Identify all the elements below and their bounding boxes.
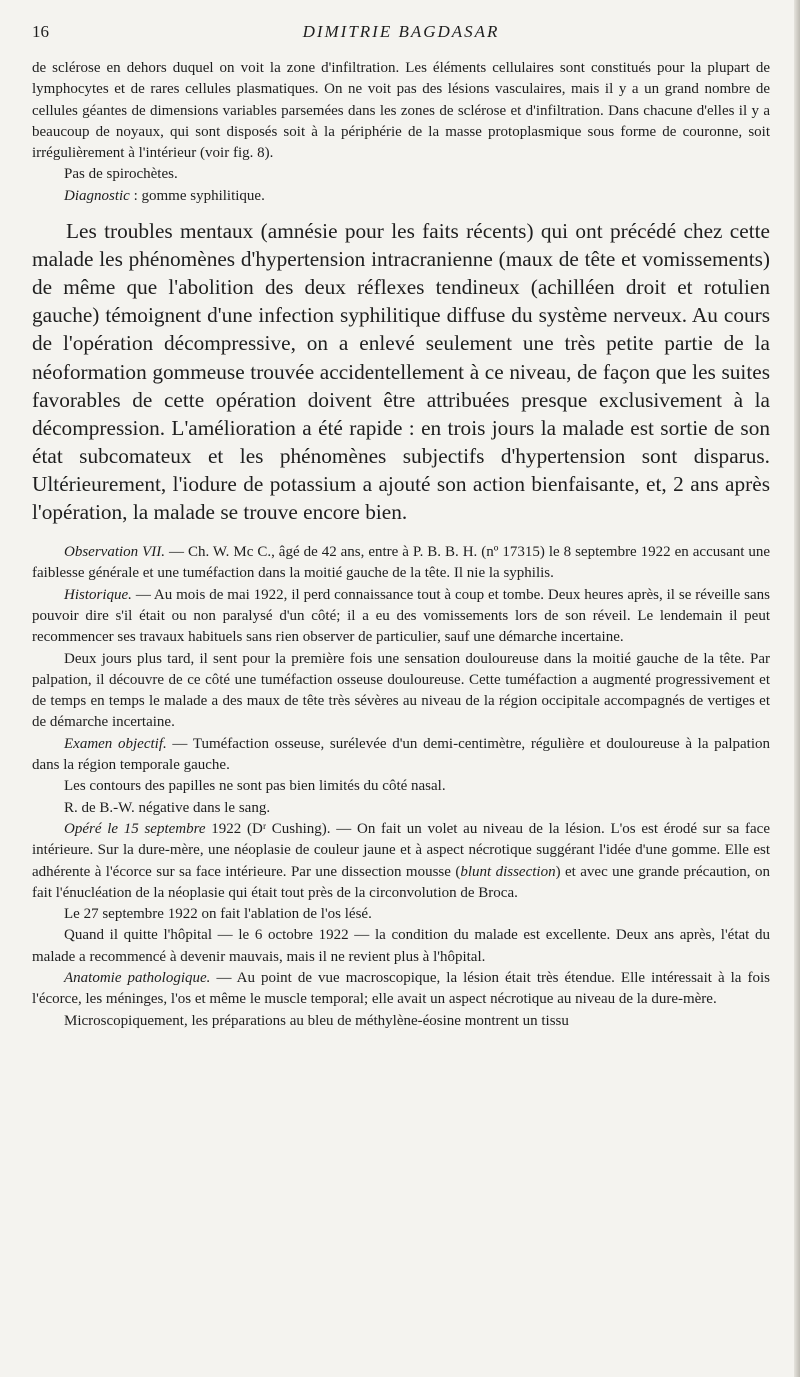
- exam-paragraph: [32, 734, 770, 777]
- book-spine-edge: [794, 0, 800, 1377]
- pathology-label: Anatomie pathologique.: [64, 970, 211, 987]
- running-header: [32, 22, 770, 58]
- blunt-dissection-term: blunt dissection: [460, 863, 556, 880]
- exam-label: Examen objectif.: [64, 735, 167, 752]
- observation-intro-text: — Ch. W. Mc C., âgé de 42 ans, entre à P. B. B. H. (nº 17315) le 8 septembre 1922 en accusant une faiblesse générale et une tuméfaction dans la moitié gauche de la tête. Il nie la syphilis.: [32, 544, 771, 582]
- two-days-paragraph: Deux jours plus tard, il sent pour la première fois une sensation douloureuse dans la moitié gauche de la tête. Par palpation, il découvre de ce côté une tuméfaction osseuse douloureuse. Cette tuméfaction a augmenté progressivement et de temps en temps le malade a des maux de tête très sévères au niveau de la région occipitale accompagnés de vertiges et de démarche incertaine.: [32, 650, 770, 731]
- bw-paragraph: R. de B.-W. négative dans le sang.: [64, 799, 271, 816]
- intro-paragraph: de sclérose en dehors duquel on voit la zone d'infiltration. Les éléments cellulaires sont constitués pour la plupart de lymphocytes et de rares cellules plasmatiques. On ne voit pas des lésions vasculaires, mais il y a un grand nombre de cellules géantes de dimensions variables parsemées dans les zones de sclérose et d'infiltration. Dans chacune d'elles il y a beaucoup de noyaux, qui sont disposés soit à la périphérie de la masse protoplasmique sous forme de couronne, soit irrégulièrement à l'intérieur (voir fig. 8).: [32, 60, 770, 162]
- operation-text-2: ) et avec une grande précaution, on fait l'énucléation de la néoplasie qui était tout près de la circonvolution de Broca.: [32, 863, 770, 901]
- diagnosis-label: Diagnostic: [64, 187, 130, 204]
- intro-section: [32, 58, 770, 207]
- observation-intro: [32, 542, 770, 585]
- ablation-paragraph: Le 27 septembre 1922 on fait l'ablation de l'os lésé.: [64, 906, 372, 923]
- spirochete-note: Pas de spirochètes.: [64, 166, 178, 183]
- operation-label: Opéré le 15 septembre: [64, 820, 206, 837]
- diagnosis-line: [32, 186, 770, 207]
- diagnosis-text: : gomme syphilitique.: [129, 187, 265, 204]
- pathology-text: — Au point de vue macroscopique, la lésion était très étendue. Elle intéressait à la fois l'écorce, les méninges, l'os et même le muscle temporal; elle avait un aspect nécrotique au niveau de la dure-mère.: [32, 970, 770, 1008]
- papillae-paragraph: Les contours des papilles ne sont pas bien limités du côté nasal.: [64, 778, 446, 795]
- discharge-paragraph: Quand il quitte l'hôpital — le 6 octobre 1922 — la condition du malade est excellente. Deux ans après, l'état du malade a recommencé à devenir mauvais, mais il ne revient plus à l'hôpital.: [32, 927, 770, 965]
- pathology-paragraph: [32, 968, 770, 1011]
- observation-title: Observation VII.: [64, 544, 166, 561]
- exam-text: — Tuméfaction osseuse, surélevée d'un demi-centimètre, régulière et douloureuse à la palpation dans la région temporale gauche.: [32, 735, 770, 774]
- observation-section: [32, 542, 770, 1032]
- history-paragraph: [32, 585, 770, 649]
- operation-text: 1922 (Dʳ Cushing). — On fait un volet au niveau de la lésion. L'os est érodé sur sa face intérieure. Sur la dure-mère, une néoplasie de couleur jaune et à aspect nécrotique suggérant l'idée d'une gomme. Elle est adhérente à l'écorce sur sa face intérieure. Par une dissection mousse (: [32, 820, 770, 880]
- operation-paragraph: [32, 819, 770, 904]
- history-text: — Au mois de mai 1922, il perd connaissance tout à coup et tombe. Deux heures après, il se réveille sans pouvoir dire s'il était ou non paralysé d'un côté; il a eu des vomissements lors de son réveil. Le lendemain il peut recommencer ses travaux habituels sans rien observer de particulier, sauf une démarche incertaine.: [32, 586, 770, 646]
- discussion-paragraph: Les troubles mentaux (amnésie pour les faits récents) qui ont précédé chez cette malade les phénomènes d'hypertension intracranienne (maux de tête et vomissements) de même que l'abolition des deux réflexes tendineux (achilléen droit et rotulien gauche) témoignent d'une infection syphilitique diffuse du système nerveux. Au cours de l'opération décompressive, on a enlevé seulement une très petite partie de la néoformation gommeuse trouvée accidentellement à ce niveau, de façon que les suites favorables de cette opération doivent être attribuées presque exclusivement à la décompression. L'amélioration a été rapide : en trois jours la malade est sortie de son état subcomateux et les phénomènes subjectifs d'hypertension sont disparus. Ultérieurement, l'iodure de potassium a ajouté son action bienfaisante, et, 2 ans après l'opération, la malade se trouve encore bien.: [32, 219, 770, 525]
- running-title: DIMITRIE BAGDASAR: [302, 22, 500, 41]
- page-number: 16: [32, 22, 49, 41]
- microscopy-paragraph: Microscopiquement, les préparations au bleu de méthylène-éosine montrent un tissu: [64, 1012, 569, 1029]
- history-label: Historique.: [64, 586, 132, 603]
